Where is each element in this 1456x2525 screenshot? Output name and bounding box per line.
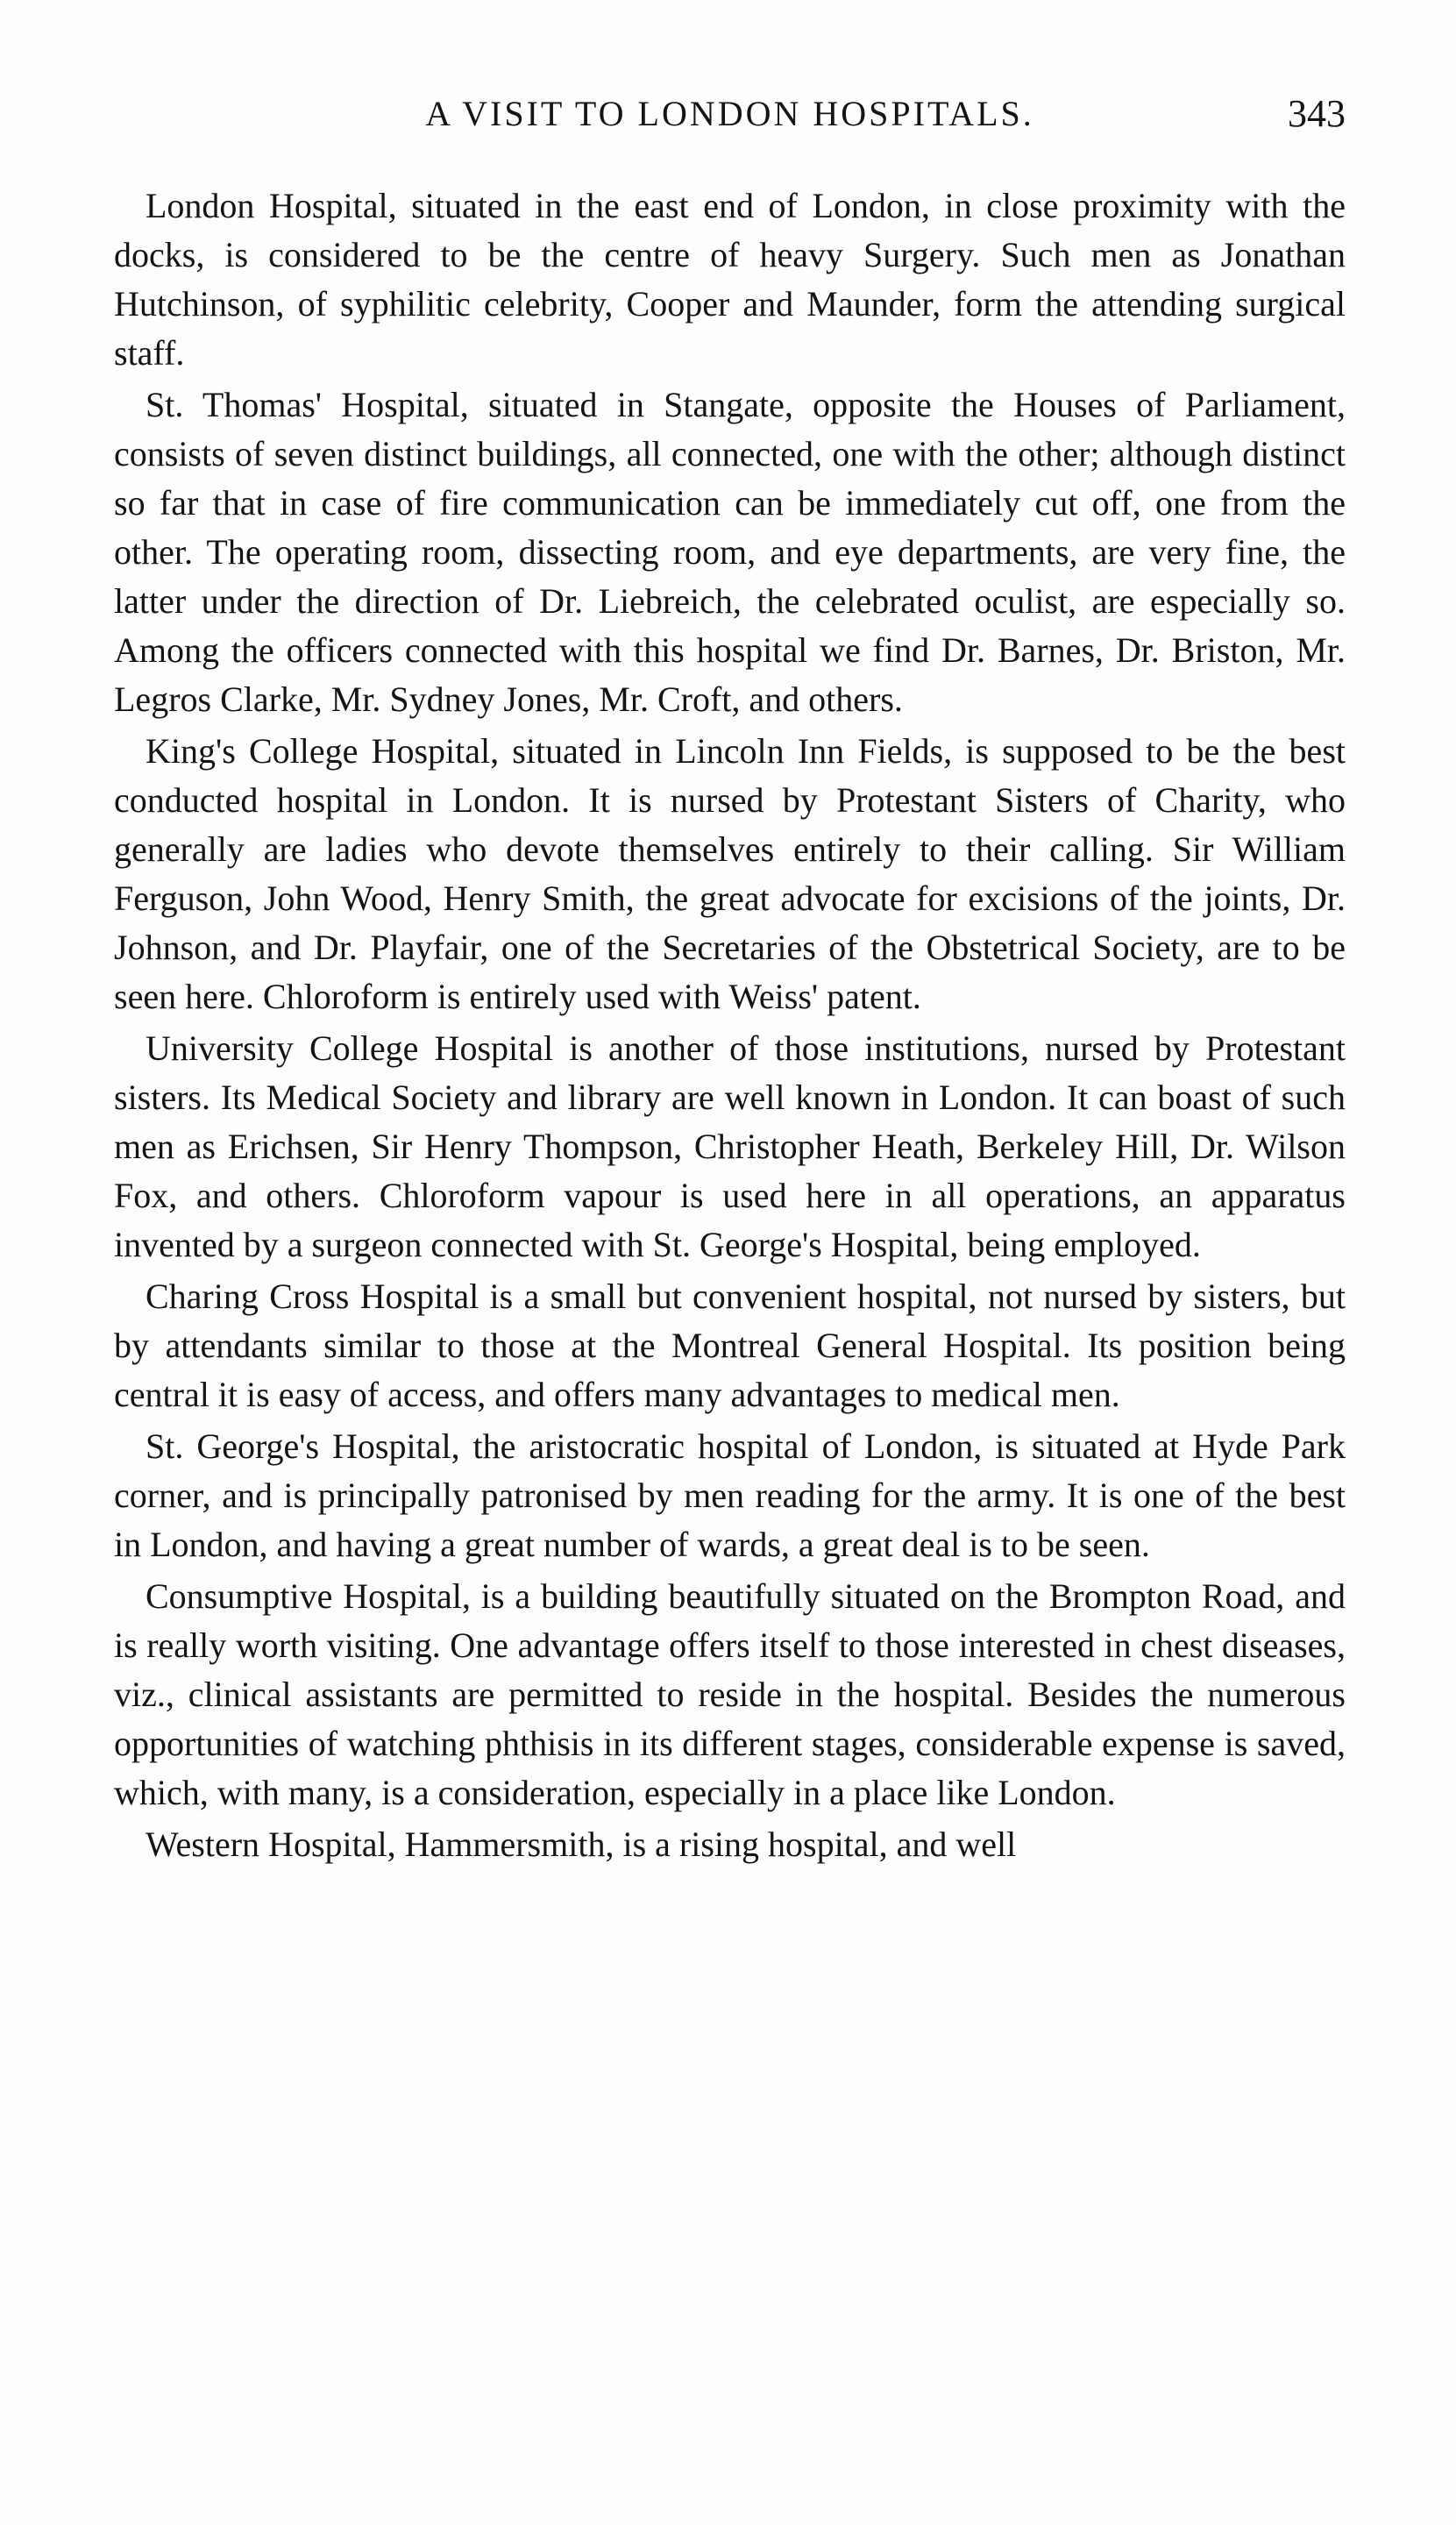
page-number: 343 (1288, 92, 1346, 135)
page-header (114, 88, 1346, 140)
body-text (114, 181, 1346, 1872)
running-title: A VISIT TO LONDON HOSPITALS. (425, 94, 1034, 133)
paragraph-st-georges-hospital: St. George's Hospital, the aristocratic hospital of London, is situated at Hyde Park corner, and is principally patronised by men reading for the army. It is one of the best in London, and having a great number of wards, a great deal is to be seen. (114, 1426, 1346, 1564)
paragraph-kings-college-hospital: King's College Hospital, situated in Lincoln Inn Fields, is supposed to be the best conducted hospital in London. It is nursed by Protestant Sisters of Charity, who generally are ladies who devote themselves entirely to their calling. Sir William Ferguson, John Wood, Henry Smith, the great advocate for excisions of the joints, Dr. Johnson, and Dr. Playfair, one of the Secretaries of the Obstetrical Society, are to be seen here. Chloroform is entirely used with Weiss' patent. (114, 731, 1346, 1016)
paragraph-london-hospital: London Hospital, situated in the east end of London, in close proximity with the docks, is considered to be the centre of heavy Surgery. Such men as Jonathan Hutchinson, of syphilitic celebrity, Cooper and Maunder, form the attending surgical staff. (114, 186, 1346, 373)
paragraph-consumptive-hospital: Consumptive Hospital, is a building beautifully situated on the Brompton Road, and is really worth visiting. One advantage offers itself to those interested in chest diseases, viz., clinical assistants are permitted to reside in the hospital. Besides the numerous opportunities of watching phthisis in its different stages, considerable expense is saved, which, with many, is a consideration, especially in a place like London. (114, 1576, 1346, 1812)
paragraph-university-college-hospital: University College Hospital is another of those institutions, nursed by Protestant sisters. Its Medical Society and library are well known in London. It can boast of such men as Erichsen, Sir Henry Thompson, Christopher Heath, Berkeley Hill, Dr. Wilson Fox, and others. Chloroform vapour is used here in all operations, an apparatus invented by a surgeon connected with St. George's Hospital, being employed. (114, 1028, 1346, 1264)
paragraph-charing-cross-hospital: Charing Cross Hospital is a small but convenient hospital, not nursed by sisters, but by attendants similar to those at the Montreal General Hospital. Its position being central it is easy of access, and offers many advantages to medical men. (114, 1277, 1346, 1414)
paragraph-st-thomas-hospital: St. Thomas' Hospital, situated in Stangate, opposite the Houses of Parliament, consists of seven distinct buildings, all connected, one with the other; although distinct so far that in case of fire communication can be immediately cut off, one from the other. The operating room, dissecting room, and eye departments, are very fine, the latter under the direction of Dr. Liebreich, the celebrated oculist, are especially so. Among the officers connected with this hospital we find Dr. Barnes, Dr. Briston, Mr. Legros Clarke, Mr. Sydney Jones, Mr. Croft, and others. (114, 385, 1346, 719)
paragraph-western-hospital: Western Hospital, Hammersmith, is a rising hospital, and well (146, 1824, 1017, 1864)
